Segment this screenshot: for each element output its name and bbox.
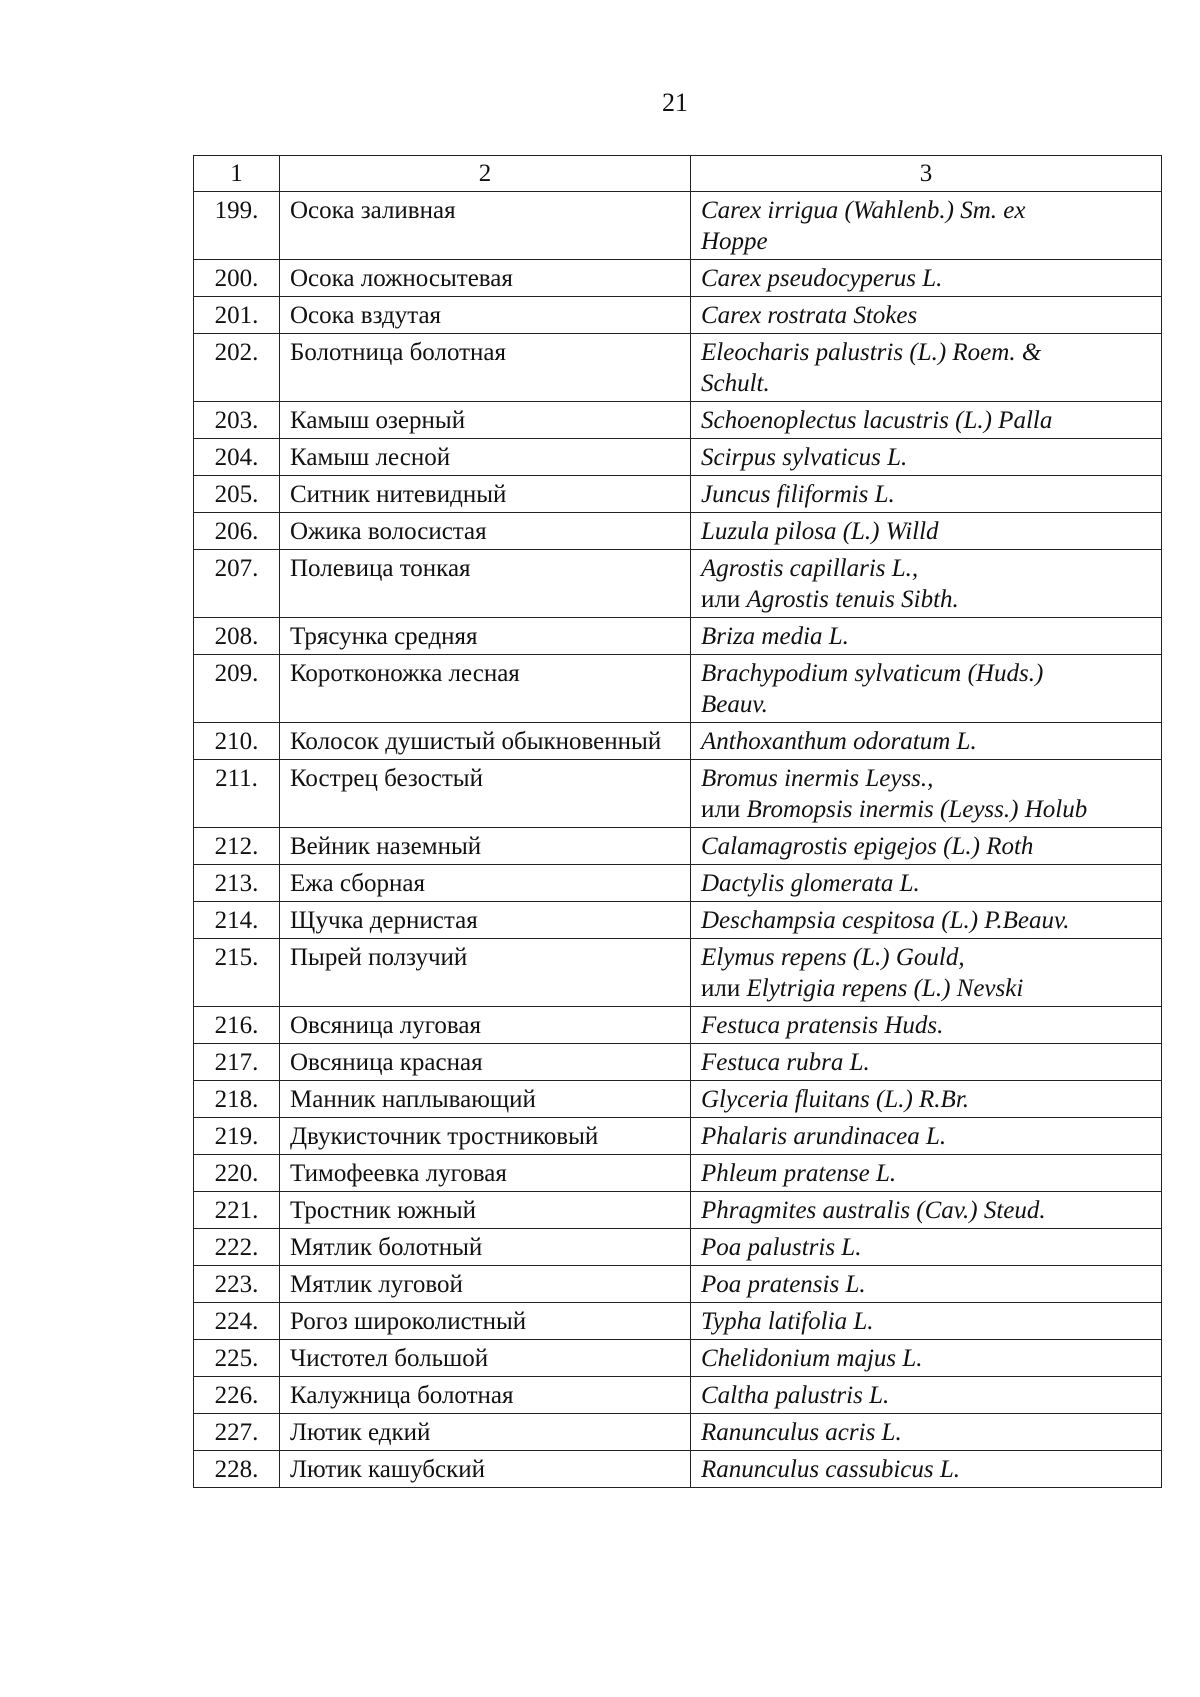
latin-name-text: Carex pseudocyperus L. xyxy=(701,265,943,292)
row-number: 223. xyxy=(194,1266,280,1303)
russian-name: Камыш лесной xyxy=(280,439,691,476)
row-number: 201. xyxy=(194,297,280,334)
russian-name: Осока ложносытевая xyxy=(280,260,691,297)
column-header-number: 1 xyxy=(194,156,280,192)
row-number: 226. xyxy=(194,1377,280,1414)
latin-name-line xyxy=(701,1195,1157,1226)
russian-name: Колосок душистый обыкновенный xyxy=(280,723,691,760)
latin-name-text: Poa pratensis L. xyxy=(701,1271,866,1298)
latin-name-text: Dactylis glomerata L. xyxy=(701,870,920,897)
latin-name-text: Calamagrostis epigejos (L.) Roth xyxy=(701,833,1034,860)
latin-name-text: Ranunculus acris L. xyxy=(701,1419,902,1446)
latin-name-line xyxy=(701,1121,1157,1152)
latin-name-line xyxy=(701,584,1157,615)
russian-name: Вейник наземный xyxy=(280,828,691,865)
russian-name: Ситник нитевидный xyxy=(280,476,691,513)
latin-name-text: Typha latifolia L. xyxy=(701,1308,874,1335)
latin-name-line xyxy=(701,226,1157,257)
latin-name-text: Caltha palustris L. xyxy=(701,1382,890,1409)
latin-name-line xyxy=(701,1047,1157,1078)
latin-name-text: Schult. xyxy=(701,370,770,397)
russian-name: Коротконожка лесная xyxy=(280,655,691,723)
latin-name-text: Beauv. xyxy=(701,691,768,718)
row-number: 213. xyxy=(194,865,280,902)
latin-name-text: Phragmites australis (Cav.) Steud. xyxy=(701,1197,1046,1224)
synonym-prefix: или xyxy=(701,586,747,613)
latin-name-line xyxy=(701,868,1157,899)
russian-name: Осока заливная xyxy=(280,192,691,260)
russian-name: Трясунка средняя xyxy=(280,618,691,655)
table-row xyxy=(194,1155,1162,1192)
latin-name xyxy=(691,1192,1162,1229)
latin-name-text: Phalaris arundinacea L. xyxy=(701,1123,947,1150)
latin-name-line xyxy=(701,1269,1157,1300)
species-table xyxy=(193,155,1162,1488)
latin-name xyxy=(691,618,1162,655)
row-number: 228. xyxy=(194,1451,280,1488)
table-row xyxy=(194,439,1162,476)
russian-name: Двукисточник тростниковый xyxy=(280,1118,691,1155)
latin-name-line xyxy=(701,405,1157,436)
row-number: 218. xyxy=(194,1081,280,1118)
table-row xyxy=(194,550,1162,618)
latin-name-line xyxy=(701,794,1157,825)
latin-name-text: Elymus repens (L.) Gould, xyxy=(701,944,965,971)
latin-name xyxy=(691,1377,1162,1414)
table-row xyxy=(194,865,1162,902)
latin-name xyxy=(691,655,1162,723)
latin-name-text: Luzula pilosa (L.) Willd xyxy=(701,518,939,545)
table-row xyxy=(194,618,1162,655)
russian-name: Мятлик луговой xyxy=(280,1266,691,1303)
russian-name: Тимофеевка луговая xyxy=(280,1155,691,1192)
russian-name: Мятлик болотный xyxy=(280,1229,691,1266)
latin-name xyxy=(691,723,1162,760)
latin-name xyxy=(691,1044,1162,1081)
latin-name-text: Bromus inermis Leyss., xyxy=(701,765,934,792)
species-table-body xyxy=(194,156,1162,1488)
latin-name-text: Agrostis capillaris L., xyxy=(701,555,919,582)
table-row xyxy=(194,1081,1162,1118)
russian-name: Ожика волосистая xyxy=(280,513,691,550)
latin-name-text: Carex rostrata Stokes xyxy=(701,302,918,329)
table-row xyxy=(194,297,1162,334)
table-row xyxy=(194,1414,1162,1451)
latin-name-line xyxy=(701,905,1157,936)
latin-name-text: Juncus filiformis L. xyxy=(701,481,895,508)
russian-name: Манник наплывающий xyxy=(280,1081,691,1118)
latin-name xyxy=(691,1266,1162,1303)
latin-name-text: Schoenoplectus lacustris (L.) Palla xyxy=(701,407,1053,434)
latin-name-line xyxy=(701,658,1157,689)
latin-name-line xyxy=(701,763,1157,794)
row-number: 211. xyxy=(194,760,280,828)
latin-name xyxy=(691,1414,1162,1451)
latin-name-line xyxy=(701,553,1157,584)
row-number: 227. xyxy=(194,1414,280,1451)
latin-name-line xyxy=(701,1158,1157,1189)
latin-name-line xyxy=(701,263,1157,294)
latin-name-line xyxy=(701,726,1157,757)
table-row xyxy=(194,334,1162,402)
latin-name-text: Carex irrigua (Wahlenb.) Sm. ex xyxy=(701,197,1026,224)
latin-name-line xyxy=(701,973,1157,1004)
row-number: 214. xyxy=(194,902,280,939)
latin-name-text: Festuca pratensis Huds. xyxy=(701,1012,944,1039)
table-row xyxy=(194,1377,1162,1414)
latin-name xyxy=(691,439,1162,476)
row-number: 210. xyxy=(194,723,280,760)
latin-name xyxy=(691,476,1162,513)
latin-name-text: Elytrigia repens (L.) Nevski xyxy=(746,975,1024,1002)
table-row xyxy=(194,760,1162,828)
latin-name-line xyxy=(701,1343,1157,1374)
table-row xyxy=(194,1192,1162,1229)
russian-name: Щучка дернистая xyxy=(280,902,691,939)
latin-name xyxy=(691,1007,1162,1044)
latin-name-text: Briza media L. xyxy=(701,623,849,650)
column-header-latin-name: 3 xyxy=(691,156,1162,192)
latin-name-line xyxy=(701,442,1157,473)
row-number: 222. xyxy=(194,1229,280,1266)
row-number: 217. xyxy=(194,1044,280,1081)
latin-name xyxy=(691,902,1162,939)
latin-name-line xyxy=(701,479,1157,510)
latin-name-line xyxy=(701,1417,1157,1448)
latin-name xyxy=(691,939,1162,1007)
synonym-prefix: или xyxy=(701,796,747,823)
latin-name xyxy=(691,513,1162,550)
latin-name xyxy=(691,334,1162,402)
latin-name-line xyxy=(701,1010,1157,1041)
latin-name-line xyxy=(701,368,1157,399)
russian-name: Камыш озерный xyxy=(280,402,691,439)
row-number: 205. xyxy=(194,476,280,513)
latin-name-text: Brachypodium sylvaticum (Huds.) xyxy=(701,660,1044,687)
table-row xyxy=(194,1007,1162,1044)
latin-name-text: Eleocharis palustris (L.) Roem. & xyxy=(701,339,1042,366)
row-number: 199. xyxy=(194,192,280,260)
latin-name-line xyxy=(701,516,1157,547)
latin-name xyxy=(691,865,1162,902)
latin-name-line xyxy=(701,831,1157,862)
row-number: 215. xyxy=(194,939,280,1007)
latin-name-text: Phleum pratense L. xyxy=(701,1160,897,1187)
latin-name xyxy=(691,1118,1162,1155)
latin-name xyxy=(691,192,1162,260)
latin-name xyxy=(691,1155,1162,1192)
table-row xyxy=(194,1451,1162,1488)
row-number: 203. xyxy=(194,402,280,439)
row-number: 225. xyxy=(194,1340,280,1377)
table-header-row xyxy=(194,156,1162,192)
latin-name-line xyxy=(701,337,1157,368)
latin-name-line xyxy=(701,689,1157,720)
row-number: 206. xyxy=(194,513,280,550)
latin-name-text: Agrostis tenuis Sibth. xyxy=(746,586,959,613)
table-row xyxy=(194,1266,1162,1303)
latin-name xyxy=(691,1340,1162,1377)
latin-name xyxy=(691,260,1162,297)
latin-name-line xyxy=(701,1306,1157,1337)
latin-name xyxy=(691,1451,1162,1488)
table-row xyxy=(194,1303,1162,1340)
table-row xyxy=(194,513,1162,550)
latin-name-text: Glyceria fluitans (L.) R.Br. xyxy=(701,1086,970,1113)
table-row xyxy=(194,828,1162,865)
row-number: 219. xyxy=(194,1118,280,1155)
russian-name: Кострец безостый xyxy=(280,760,691,828)
latin-name-line xyxy=(701,942,1157,973)
russian-name: Чистотел большой xyxy=(280,1340,691,1377)
table-row xyxy=(194,192,1162,260)
table-row xyxy=(194,260,1162,297)
table-row xyxy=(194,939,1162,1007)
row-number: 220. xyxy=(194,1155,280,1192)
latin-name xyxy=(691,550,1162,618)
synonym-prefix: или xyxy=(701,975,747,1002)
russian-name: Болотница болотная xyxy=(280,334,691,402)
latin-name-text: Poa palustris L. xyxy=(701,1234,862,1261)
russian-name: Тростник южный xyxy=(280,1192,691,1229)
latin-name-line xyxy=(701,1454,1157,1485)
latin-name xyxy=(691,297,1162,334)
russian-name: Ежа сборная xyxy=(280,865,691,902)
table-row xyxy=(194,902,1162,939)
row-number: 221. xyxy=(194,1192,280,1229)
latin-name xyxy=(691,1229,1162,1266)
russian-name: Овсяница луговая xyxy=(280,1007,691,1044)
row-number: 207. xyxy=(194,550,280,618)
russian-name: Полевица тонкая xyxy=(280,550,691,618)
latin-name-line xyxy=(701,1380,1157,1411)
row-number: 200. xyxy=(194,260,280,297)
latin-name-line xyxy=(701,621,1157,652)
column-header-russian-name: 2 xyxy=(280,156,691,192)
latin-name-line xyxy=(701,1084,1157,1115)
table-row xyxy=(194,1229,1162,1266)
russian-name: Лютик едкий xyxy=(280,1414,691,1451)
row-number: 216. xyxy=(194,1007,280,1044)
latin-name xyxy=(691,402,1162,439)
row-number: 202. xyxy=(194,334,280,402)
row-number: 208. xyxy=(194,618,280,655)
latin-name-text: Deschampsia cespitosa (L.) P.Beauv. xyxy=(701,907,1070,934)
russian-name: Рогоз широколистный xyxy=(280,1303,691,1340)
latin-name-text: Chelidonium majus L. xyxy=(701,1345,923,1372)
latin-name-text: Hoppe xyxy=(701,228,768,255)
latin-name-text: Anthoxanthum odoratum L. xyxy=(701,728,977,755)
table-row xyxy=(194,402,1162,439)
latin-name xyxy=(691,1303,1162,1340)
latin-name xyxy=(691,828,1162,865)
russian-name: Калужница болотная xyxy=(280,1377,691,1414)
page-number: 21 xyxy=(662,88,688,117)
latin-name xyxy=(691,760,1162,828)
row-number: 224. xyxy=(194,1303,280,1340)
latin-name-text: Bromopsis inermis (Leyss.) Holub xyxy=(746,796,1088,823)
russian-name: Осока вздутая xyxy=(280,297,691,334)
latin-name-line xyxy=(701,300,1157,331)
table-row xyxy=(194,476,1162,513)
latin-name-text: Ranunculus cassubicus L. xyxy=(701,1456,961,1483)
latin-name xyxy=(691,1081,1162,1118)
russian-name: Пырей ползучий xyxy=(280,939,691,1007)
table-row xyxy=(194,1044,1162,1081)
latin-name-text: Festuca rubra L. xyxy=(701,1049,870,1076)
table-row xyxy=(194,1340,1162,1377)
russian-name: Овсяница красная xyxy=(280,1044,691,1081)
row-number: 212. xyxy=(194,828,280,865)
row-number: 204. xyxy=(194,439,280,476)
latin-name-text: Scirpus sylvaticus L. xyxy=(701,444,908,471)
russian-name: Лютик кашубский xyxy=(280,1451,691,1488)
table-row xyxy=(194,655,1162,723)
table-row xyxy=(194,723,1162,760)
row-number: 209. xyxy=(194,655,280,723)
table-row xyxy=(194,1118,1162,1155)
latin-name-line xyxy=(701,1232,1157,1263)
latin-name-line xyxy=(701,195,1157,226)
